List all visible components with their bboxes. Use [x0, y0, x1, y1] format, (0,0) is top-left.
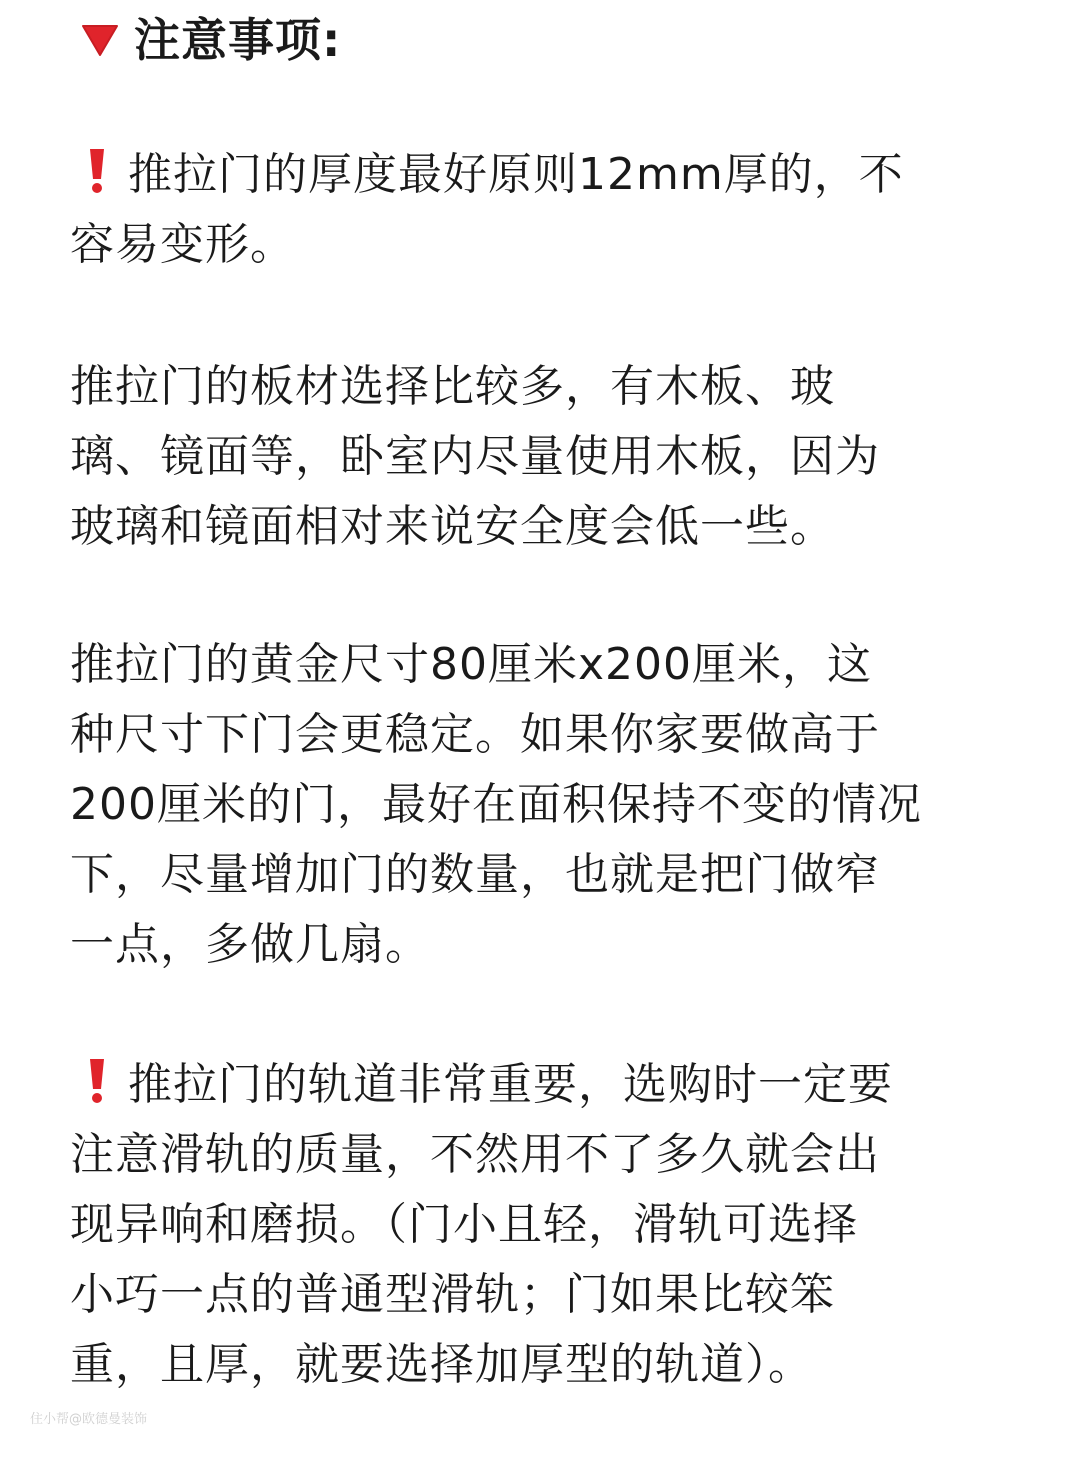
paragraph-line: 200厘米的门，最好在面积保持不变的情况: [70, 779, 922, 830]
red-down-triangle-icon: [80, 22, 120, 58]
paragraph-line: 玻璃和镜面相对来说安全度会低一些。: [70, 501, 835, 552]
paragraph-line: [70, 140, 1030, 210]
heading: [80, 10, 341, 70]
red-exclamation-icon: [86, 1055, 108, 1105]
paragraph-line: 璃、镜面等，卧室内尽量使用木板，因为: [70, 431, 880, 482]
paragraph-line: 注意滑轨的质量，不然用不了多久就会出: [70, 1129, 880, 1180]
paragraph-line: 下，尽量增加门的数量，也就是把门做窄: [70, 849, 880, 900]
paragraph-line-text: 推拉门的轨道非常重要，选购时一定要: [128, 1059, 893, 1110]
red-exclamation-icon: [86, 145, 108, 195]
paragraph-line: 现异响和磨损。（门小且轻，滑轨可选择: [70, 1199, 858, 1250]
paragraph-thickness: [70, 140, 1030, 280]
paragraph-line: 推拉门的板材选择比较多，有木板、玻: [70, 361, 835, 412]
paragraph-line: 容易变形。: [70, 219, 295, 270]
watermark: 住小帮@欧德曼装饰: [30, 1412, 148, 1427]
paragraph-materials: [70, 352, 1030, 562]
paragraph-line: 种尺寸下门会更稳定。如果你家要做高于: [70, 709, 880, 760]
paragraph-size: [70, 630, 1030, 980]
paragraph-line: 一点，多做几扇。: [70, 919, 430, 970]
heading-text: 注意事项:: [134, 13, 342, 67]
paragraph-track: [70, 1050, 1030, 1400]
paragraph-line: 推拉门的黄金尺寸80厘米x200厘米，这: [70, 639, 873, 690]
paragraph-line: [70, 1050, 1030, 1120]
paragraph-line-text: 推拉门的厚度最好原则12mm厚的，不: [128, 149, 904, 200]
paragraph-line: 重，且厚，就要选择加厚型的轨道）。: [70, 1339, 813, 1390]
paragraph-line: 小巧一点的普通型滑轨；门如果比较笨: [70, 1269, 835, 1320]
